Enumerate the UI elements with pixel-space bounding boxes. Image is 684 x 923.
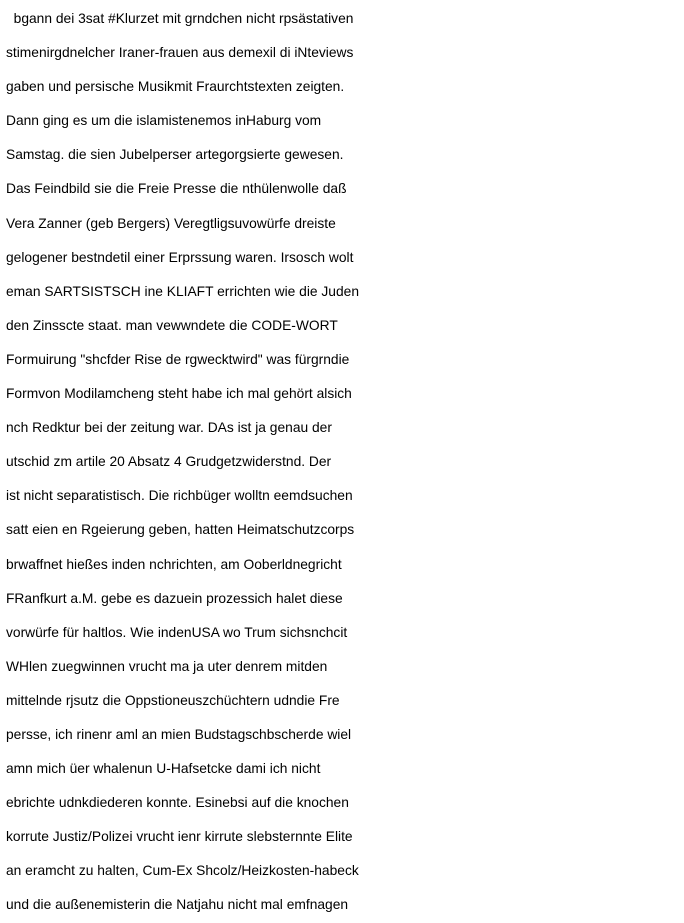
text-line-27: und die außenemisterin die Natjahu nicht mal emfnagen [6, 897, 349, 913]
text-line-7: Vera Zanner (geb Bergers) Veregtligsuvowürfe dreiste [6, 215, 336, 231]
text-line-19: vorwürfe für haltlos. Wie indenUSA wo Trum sichsnchcit [6, 624, 348, 640]
text-line-21: mittelnde rjsutz die Oppstioneuszchüchtern udndie Fre [6, 692, 340, 708]
text-line-22: persse, ich rinenr aml an mien Budstagschbscherde wiel [6, 726, 352, 742]
text-line-6: Das Feindbild sie die Freie Presse die nthülenwolle daß [6, 181, 347, 197]
text-line-11: Formuirung "shcfder Rise de rgwecktwird" was fürgrndie [6, 351, 350, 367]
text-line-23: amn mich üer whalenun U-Hafsetcke dami ich nicht [6, 761, 321, 777]
text-line-25: korrute Justiz/Polizei vrucht ienr kirrute slebsternnte Elite [6, 829, 353, 845]
text-line-12: Formvon Modilamcheng steht habe ich mal gehört alsich [6, 386, 352, 402]
text-line-4: Dann ging es um die islamistenemos inHaburg vom [6, 113, 322, 129]
text-line-24: ebrichte udnkdiederen konnte. Esinebsi auf die knochen [6, 795, 349, 811]
text-line-2: stimenirgdnelcher Iraner-frauen aus demexil di iNteviews [6, 45, 354, 61]
text-line-1: bgann dei 3sat #Klurzet mit grndchen nicht rpsästativen [6, 11, 354, 26]
text-line-18: FRanfkurt a.M. gebe es dazuein prozessich halet diese [6, 590, 343, 606]
text-line-14: utschid zm artile 20 Absatz 4 Grudgetzwiderstnd. Der [6, 454, 332, 470]
text-line-20: WHlen zuegwinnen vrucht ma ja uter denrem mitden [6, 658, 328, 674]
text-line-13: nch Redktur bei der zeitung war. DAs ist ja genau der [6, 420, 332, 436]
text-line-9: eman SARTSISTSCH ine KLIAFT errichten wie die Juden [6, 283, 359, 299]
text-line-16: satt eien en Rgeierung geben, hatten Heimatschutzcorps [6, 522, 355, 538]
text-line-15: ist nicht separatistisch. Die richbüger wolltn eemdsuchen [6, 488, 353, 504]
text-line-26: an eramcht zu halten, Cum-Ex Shcolz/Heizkosten-habeck [6, 863, 359, 879]
text-line-8: gelogener bestndetil einer Erprssung waren. Irsosch wolt [6, 249, 354, 265]
text-line-5: Samstag. die sien Jubelperser artegorgsierte gewesen. [6, 147, 344, 163]
text-line-10: den Zinsscte staat. man vewwndete die CODE-WORT [6, 317, 338, 333]
text-line-3: gaben und persische Musikmit Fraurchtstexten zeigten. [6, 79, 345, 95]
text-line-17: brwaffnet hießes inden nchrichten, am Ooberldnegricht [6, 556, 342, 572]
